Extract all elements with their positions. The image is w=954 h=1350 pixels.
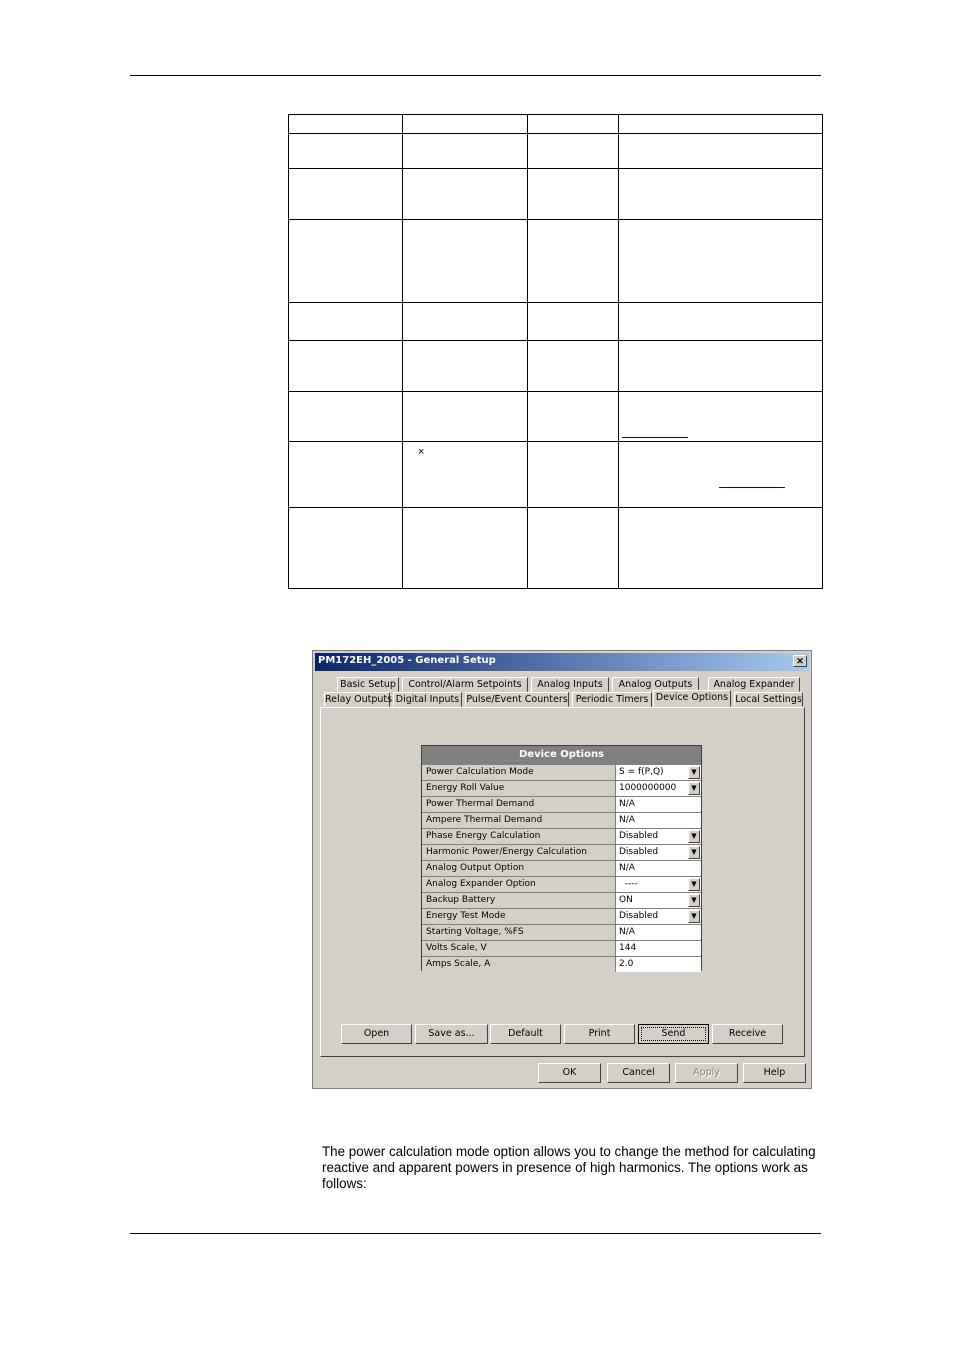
table-cross-reference-link[interactable] [719,487,785,488]
default-button[interactable]: Default [490,1024,561,1044]
receive-button[interactable]: Receive [712,1024,783,1044]
power-calculation-mode-select[interactable]: S = f(P,Q) ▼ [616,765,701,780]
general-setup-dialog [312,650,812,1089]
energy-roll-value-select[interactable]: 1000000000 ▼ [616,781,701,796]
tab-pulse-event-counters[interactable]: Pulse/Event Counters [466,694,568,705]
save-as-button[interactable]: Save as... [415,1024,488,1044]
table-column-divider [527,115,528,588]
table-header-divider [289,133,822,134]
table-column-divider [618,115,619,588]
dropdown-arrow-icon[interactable]: ▼ [688,830,700,843]
grid-row-volts-scale [422,940,701,956]
apply-button[interactable]: Apply [675,1063,738,1083]
send-button[interactable]: Send [638,1024,709,1044]
table-row-divider [289,168,822,169]
dropdown-arrow-icon[interactable]: ▼ [688,894,700,907]
grid-row-label: Amps Scale, A [422,957,616,972]
close-icon: ✕ [796,656,804,666]
grid-row-label: Energy Roll Value [422,781,616,796]
body-paragraph: The power calculation mode option allows you to change the method for calculating reactive and apparent powers in presence of high harmonics. The options work as follows: [322,1144,816,1191]
phase-energy-calculation-select[interactable]: Disabled ▼ [616,829,701,844]
analog-expander-option-select[interactable]: ---- ▼ [616,877,701,892]
tab-periodic-timers[interactable]: Periodic Timers [572,692,652,707]
ok-button[interactable]: OK [538,1063,601,1083]
print-button[interactable]: Print [564,1024,635,1044]
power-thermal-demand-field[interactable]: N/A [616,797,701,812]
grid-row-label: Starting Voltage, %FS [422,925,616,940]
grid-row-label: Power Calculation Mode [422,765,616,780]
table-row-divider [289,441,822,442]
grid-row-power-thermal-demand [422,796,701,812]
cancel-button[interactable]: Cancel [607,1063,670,1083]
header-rule [130,75,821,76]
tab-analog-inputs[interactable]: Analog Inputs [531,677,609,692]
device-options-grid [421,745,702,971]
grid-row-amps-scale [422,956,701,972]
grid-row-energy-roll-value [422,780,701,796]
analog-output-option-field[interactable]: N/A [616,861,701,876]
grid-row-label: Phase Energy Calculation [422,829,616,844]
table-column-divider [402,115,403,588]
table-row-divider [289,302,822,303]
footer-rule [130,1233,821,1234]
grid-row-label: Analog Expander Option [422,877,616,892]
dropdown-arrow-icon[interactable]: ▼ [688,846,700,859]
grid-row-label: Harmonic Power/Energy Calculation [422,845,616,860]
grid-row-label: Analog Output Option [422,861,616,876]
grid-row-analog-expander-option [422,876,701,892]
amps-scale-field[interactable]: 2.0 [616,957,701,972]
table-row-divider [289,507,822,508]
tab-device-options[interactable]: Device Options [653,690,731,707]
tab-analog-outputs[interactable]: Analog Outputs [612,677,699,692]
tab-basic-setup[interactable]: Basic Setup [337,677,399,692]
backup-battery-select[interactable]: ON ▼ [616,893,701,908]
tab-relay-outputs[interactable]: Relay Outputs [325,694,393,705]
grid-row-backup-battery [422,892,701,908]
grid-header: Device Options [422,746,701,764]
ampere-thermal-demand-field[interactable]: N/A [616,813,701,828]
table-cross-reference-link[interactable] [622,437,688,438]
help-button[interactable]: Help [743,1063,806,1083]
open-button[interactable]: Open [341,1024,412,1044]
grid-row-label: Volts Scale, V [422,941,616,956]
close-button[interactable] [793,655,807,667]
dropdown-arrow-icon[interactable]: ▼ [688,910,700,923]
volts-scale-field[interactable]: 144 [616,941,701,956]
energy-test-mode-select[interactable]: Disabled ▼ [616,909,701,924]
grid-row-label: Energy Test Mode [422,909,616,924]
table-row-divider [289,391,822,392]
table-row-divider [289,219,822,220]
table-row-divider [289,340,822,341]
grid-row-energy-test-mode [422,908,701,924]
grid-row-phase-energy-calculation [422,828,701,844]
grid-row-harmonic-power-energy-calculation [422,844,701,860]
tab-digital-inputs[interactable]: Digital Inputs [393,692,462,707]
parameter-table [288,114,823,589]
table-cell-multiply-sign: × [418,446,425,458]
grid-row-starting-voltage [422,924,701,940]
tab-local-settings[interactable]: Local Settings [735,694,802,705]
dropdown-arrow-icon[interactable]: ▼ [688,878,700,891]
tab-control-alarm-setpoints[interactable]: Control/Alarm Setpoints [402,677,528,692]
dropdown-arrow-icon[interactable]: ▼ [688,766,700,779]
tab-analog-expander[interactable]: Analog Expander [708,677,800,692]
grid-row-analog-output-option [422,860,701,876]
grid-row-power-calculation-mode [422,764,701,780]
harmonic-power-energy-calculation-select[interactable]: Disabled ▼ [616,845,701,860]
grid-row-label: Backup Battery [422,893,616,908]
grid-row-label: Ampere Thermal Demand [422,813,616,828]
grid-row-ampere-thermal-demand [422,812,701,828]
dialog-title: PM172EH_2005 - General Setup [318,655,496,666]
starting-voltage-field[interactable]: N/A [616,925,701,940]
dropdown-arrow-icon[interactable]: ▼ [688,782,700,795]
dialog-titlebar[interactable] [315,653,809,671]
grid-row-label: Power Thermal Demand [422,797,616,812]
